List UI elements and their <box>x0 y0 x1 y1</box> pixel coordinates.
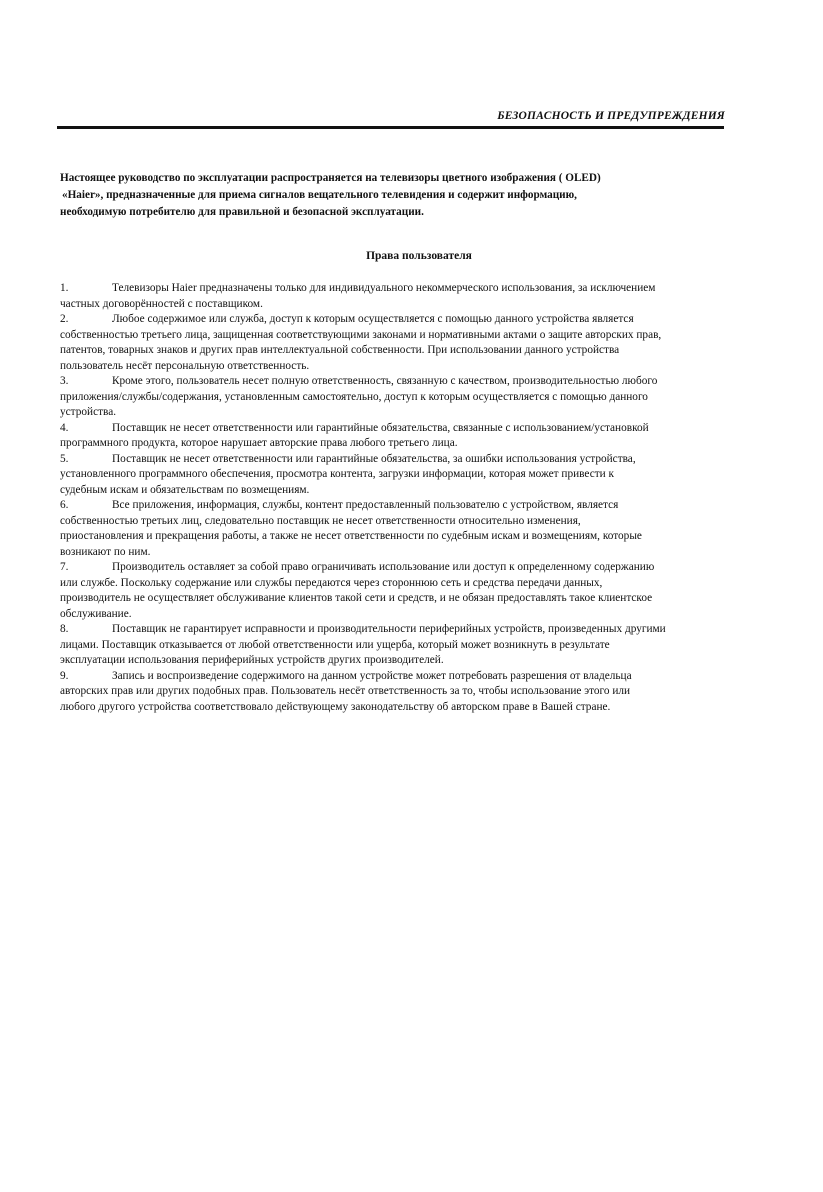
rights-item-line <box>60 421 760 437</box>
rights-item-number: 5. <box>60 452 69 465</box>
rights-item <box>60 622 760 669</box>
rights-item-line <box>60 390 760 406</box>
section-header-title: БЕЗОПАСНОСТЬ И ПРЕДУПРЕЖДЕНИЯ <box>497 110 725 122</box>
rights-item <box>60 421 760 452</box>
rights-item-text: Поставщик не несет ответственности или гарантийные обязательства, за ошибки использования устройства, <box>112 452 636 465</box>
intro-paragraph <box>60 170 720 221</box>
rights-item-text: собственностью третьих лиц, следовательно поставщик не несет ответственности относительно изменения, <box>60 514 581 527</box>
rights-item <box>60 312 760 374</box>
rights-item-text: обслуживание. <box>60 607 132 620</box>
rights-item-text: лицами. Поставщик отказывается от любой ответственности или ущерба, который может возникнуть в результате <box>60 638 610 651</box>
rights-item-line <box>60 669 760 685</box>
rights-item-line <box>60 576 760 592</box>
rights-item-number: 7. <box>60 561 69 573</box>
rights-item-text: частных договорённостей с поставщиком. <box>60 297 263 310</box>
rights-item-line <box>60 281 760 297</box>
rights-item-line <box>60 343 760 359</box>
intro-line: Настоящее руководство по эксплуатации распространяется на телевизоры цветного изображения ( OLED) <box>60 172 601 184</box>
rights-item-text: производитель не осуществляет обслуживание клиентов такой сети и средств, и не обязан предоставлять такое клиентское <box>60 592 653 604</box>
rights-item-text: Все приложения, информация, службы, контент предоставленный пользователю с устройством, является <box>112 499 619 511</box>
rights-item-line <box>60 545 760 561</box>
rights-item-text: приложения/службы/содержания, установленным самостоятельно, доступ к которым осуществляется с помощью данного <box>60 390 648 403</box>
rights-item-text: Поставщик не несет ответственности или гарантийные обязательства, связанные с использованием/установкой <box>112 421 649 434</box>
rights-item-text: Кроме этого, пользователь несет полную ответственность, связанную с качеством, производительностью любого <box>112 375 658 387</box>
rights-item-text: Любое содержимое или служба, доступ к которым осуществляется с помощью данного устройства является <box>112 313 634 325</box>
rights-item-line <box>60 297 760 313</box>
rights-item <box>60 669 760 716</box>
rights-item-text: собственностью третьего лица, защищенная соответствующими законами и нормативными актами о защите авторских прав, <box>60 328 662 341</box>
rights-item-text: установленного программного обеспечения, просмотра контента, загрузки информации, которая может привести к <box>60 468 615 480</box>
rights-item <box>60 452 760 499</box>
rights-item-text: пользователь несёт персональную ответственность. <box>60 359 310 372</box>
rights-item-text: программного продукта, которое нарушает авторские права любого третьего лица. <box>60 437 458 449</box>
rights-item-line <box>60 684 760 700</box>
rights-item-line <box>60 622 760 638</box>
rights-item-text: эксплуатации использования периферийных устройств других производителей. <box>60 654 444 666</box>
rights-item-text: судебным искам и обязательствам по возмещениям. <box>60 483 310 496</box>
rights-item-text: устройства. <box>60 406 117 418</box>
rights-item-text: возникают по ним. <box>60 545 151 558</box>
rights-item-line <box>60 607 760 623</box>
rights-item-line <box>60 591 760 607</box>
rights-item-text: авторских прав или других подобных прав. Пользователь несёт ответственность за то, чтобы использование этого или <box>60 685 631 697</box>
rights-item-text: любого другого устройства соответствовало действующему законодательству об авторском праве в Вашей стране. <box>60 700 611 713</box>
rights-item-number: 2. <box>60 313 69 325</box>
rights-item-number: 8. <box>60 623 69 635</box>
rights-item-text: Производитель оставляет за собой право ограничивать использование или доступ к определенному содержанию <box>112 561 655 573</box>
header-divider <box>57 126 724 129</box>
rights-item-line <box>60 452 760 468</box>
rights-item-number: 4. <box>60 421 69 434</box>
rights-item-line <box>60 467 760 483</box>
rights-item-number: 6. <box>60 499 69 511</box>
rights-item-line <box>60 653 760 669</box>
rights-item-line <box>60 700 760 716</box>
rights-item-text: приостановления и прекращения работы, а также не несет ответственности по судебным искам и возмещениям, которые <box>60 530 642 542</box>
rights-item <box>60 374 760 421</box>
user-rights-list <box>60 281 760 715</box>
rights-item-line <box>60 638 760 654</box>
rights-item-line <box>60 483 760 499</box>
rights-item-number: 3. <box>60 375 69 387</box>
rights-item <box>60 498 760 560</box>
intro-line: «Haier», предназначенные для приема сигналов вещательного телевидения и содержит информацию, <box>62 189 577 201</box>
rights-item-text: Телевизоры Haier предназначены только для индивидуального некоммерческого использования, за исключением <box>112 282 656 294</box>
rights-item <box>60 560 760 622</box>
rights-item <box>60 281 760 312</box>
rights-item-number: 9. <box>60 669 69 682</box>
rights-item-text: Запись и воспроизведение содержимого на данном устройстве может потребовать разрешения от владельца <box>112 669 632 682</box>
rights-item-line <box>60 405 760 421</box>
rights-item-line <box>60 328 760 344</box>
rights-item-text: или службе. Поскольку содержание или службы передаются через стороннюю сеть и средства передачи данных, <box>60 576 603 589</box>
rights-item-line <box>60 312 760 328</box>
rights-item-number: 1. <box>60 282 69 294</box>
rights-item-line <box>60 436 760 452</box>
rights-item-line <box>60 374 760 390</box>
rights-item-line <box>60 560 760 576</box>
rights-item-line <box>60 514 760 530</box>
user-rights-title: Права пользователя <box>366 250 472 262</box>
intro-line: необходимую потребителю для правильной и безопасной эксплуатации. <box>60 206 424 218</box>
rights-item-line <box>60 498 760 514</box>
rights-item-text: патентов, товарных знаков и других прав интеллектуальной собственности. При использовании данного устройства <box>60 344 620 356</box>
rights-item-line <box>60 359 760 375</box>
rights-item-line <box>60 529 760 545</box>
rights-item-text: Поставщик не гарантирует исправности и производительности периферийных устройств, произведенных другими <box>112 623 666 635</box>
